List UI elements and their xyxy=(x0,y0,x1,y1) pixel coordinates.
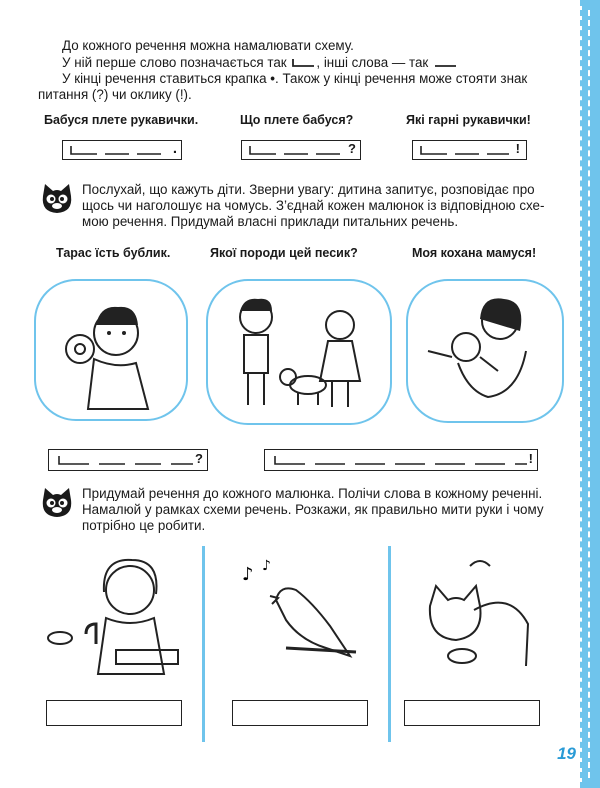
intro-line-2b-text: , інші слова — так xyxy=(316,55,429,70)
example-scheme-2 xyxy=(241,140,361,160)
scheme-end-mark: ? xyxy=(195,451,203,466)
example-sentence-2: Що плете бабуся? xyxy=(240,113,354,127)
phrase-1: Тарас їсть бублик. xyxy=(56,246,171,260)
girl-washing-hands-illustration xyxy=(46,548,186,678)
intro-line-4: питання (?) чи оклику (!). xyxy=(38,87,192,102)
scheme-end-mark: ? xyxy=(348,141,356,156)
first-word-symbol-icon xyxy=(290,57,316,69)
right-decorative-border xyxy=(582,0,600,788)
period-symbol: • xyxy=(270,71,275,86)
answer-box-3[interactable] xyxy=(404,700,540,726)
singing-bird-illustration xyxy=(240,556,360,666)
answer-box-2[interactable] xyxy=(232,700,368,726)
task2-line-1: Придумай речення до кожного малюнка. Полічи слова в кожному реченні. xyxy=(82,486,543,501)
word-symbol-icon xyxy=(432,57,458,69)
task2-line-2: Намалюй у рамках схеми речень. Розкажи, як правильно мити руки і чому xyxy=(82,502,544,517)
picture-kids-with-dog xyxy=(206,279,392,425)
task1-line-3: мою речення. Придумай власні приклади питальних речень. xyxy=(82,214,459,229)
example-sentence-1: Бабуся плете рукавички. xyxy=(44,113,199,127)
svg-text:♪: ♪ xyxy=(242,564,254,585)
workbook-page xyxy=(26,0,582,788)
answer-scheme-1[interactable] xyxy=(48,449,208,471)
cat-icon xyxy=(40,182,74,216)
task1-line-2: щось чи наголошує на чомусь. З’єднай кожен малюнок із відповідною схе- xyxy=(82,198,545,213)
scheme-end-mark: ! xyxy=(515,141,520,156)
task2-line-3: потрібно це робити. xyxy=(82,518,206,533)
column-divider-1 xyxy=(202,546,205,742)
example-scheme-1 xyxy=(62,140,182,160)
cat-drinking-milk-illustration xyxy=(410,556,534,672)
page-number: 19 xyxy=(557,744,576,763)
answer-box-1[interactable] xyxy=(46,700,182,726)
scheme-end-mark: ! xyxy=(528,451,533,466)
cat-icon xyxy=(40,486,74,520)
example-scheme-3 xyxy=(412,140,527,160)
intro-line-3b-text: . Також у кінці речення може стояти знак xyxy=(275,71,528,86)
svg-text:♪: ♪ xyxy=(262,558,271,574)
picture-boy-eating-bagel xyxy=(34,279,188,421)
boy-bagel-illustration xyxy=(36,281,186,419)
intro-line-2 xyxy=(62,55,458,71)
column-divider-2 xyxy=(388,546,391,742)
phrase-3: Моя кохана мамуся! xyxy=(412,246,537,260)
mother-child-illustration xyxy=(408,281,562,421)
example-sentence-3: Які гарні рукавички! xyxy=(406,113,531,127)
scheme-end-mark: . xyxy=(172,140,177,157)
phrase-2: Якої породи цей песик? xyxy=(210,246,358,260)
kids-dog-illustration xyxy=(208,281,390,423)
answer-scheme-2[interactable] xyxy=(264,449,538,471)
intro-line-1: До кожного речення можна намалювати схему. xyxy=(62,38,354,53)
task1-line-1: Послухай, що кажуть діти. Зверни увагу: дитина запитує, розповідає про xyxy=(82,182,535,197)
intro-line-3 xyxy=(62,71,527,87)
picture-mother-and-child xyxy=(406,279,564,423)
intro-line-2-text: У ній перше слово позначається так xyxy=(62,55,287,70)
intro-line-3-text: У кінці речення ставиться крапка xyxy=(62,71,267,86)
